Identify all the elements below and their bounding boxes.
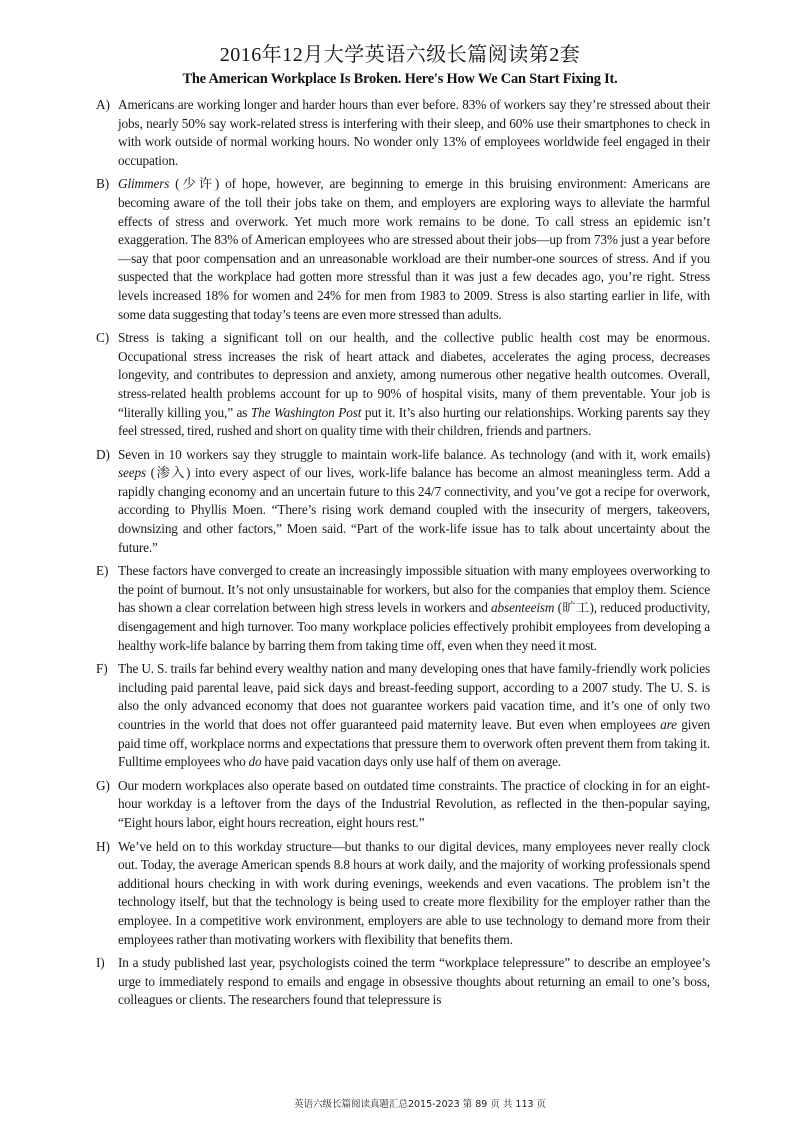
paragraph-label: D) (96, 446, 110, 462)
article-body (96, 96, 710, 1015)
italic-term: absenteeism (491, 600, 555, 616)
article-title: The American Workplace Is Broken. Here's How We Can Start Fixing It. (182, 71, 618, 87)
paragraph-label: B) (96, 176, 109, 192)
paragraph-text: put it. It’s also hurting our relationships. Working parents say they feel stressed, tired, rushed and short on quality time with their children, friends and partners. (118, 404, 710, 439)
paragraph-text: Seven in 10 workers say they struggle to maintain work-life balance. As technology (and with it, work emails) (118, 446, 710, 462)
italic-term: seeps (118, 465, 147, 481)
italic-term: do (248, 754, 262, 770)
paragraph-label: E) (96, 563, 109, 579)
paragraph-label: I) (96, 955, 105, 971)
paragraph-h (96, 838, 710, 950)
paragraph-text: Americans are working longer and harder hours than ever before. 83% of workers say they’re stressed about their jobs, nearly 50% say work-related stress is interfering with their sleep, and 60% use their smartphones to check in with work outside of normal working hours. No wonder only 13% of employees worldwide feel engaged in their occupation. (118, 97, 710, 168)
paragraph-d (96, 446, 710, 558)
italic-term: Glimmers (118, 176, 170, 192)
paragraph-b (96, 175, 710, 324)
paragraph-e (96, 562, 710, 655)
paragraph-label: A) (96, 97, 110, 112)
paragraph-text: We’ve held on to this workday structure—but thanks to our digital devices, many employees never really clock out. Today, the average American spends 8.8 hours at work daily, and the majority of working professionals spend additional hours checking in with work during evenings, weekends and even vacations. The problem isn’t the technology itself, but that the technology is being used to create more flexibility for the employer rather than the employee. In a competitive work environment, employers are able to use technology to demand more from their employees rather than motivating workers with flexibility that benefits them. (118, 838, 710, 947)
paragraph-label: G) (96, 777, 110, 793)
paragraph-label: F) (96, 661, 108, 677)
paragraph-text: (渗入) into every aspect of our lives, work-life balance has become an almost meaningless term. Add a rapidly changing economy and an uncertain future to this 24/7 connectivity, and you’ve got a recipe for overwork, according to Phyllis Moen. “There’s rising work demand coupled with the insecurity of mergers, takeovers, downsizing and other factors,” Moen said. “Part of the work-life issue has to talk about uncertainty about the future.” (118, 465, 710, 555)
paragraph-text: These factors have converged to create an increasingly impossible situation with many employees overworking to the point of burnout. It’s not only unsustainable for workers, but also for the companies that employ them. Science has shown a clear correlation between high stress levels in workers and (118, 563, 710, 616)
paragraph-text: Stress is taking a significant toll on our health, and the collective public health cost may be enormous. Occupational stress increases the risk of heart attack and diabetes, accelerates the aging process, decreases longevity, and contributes to depression and anxiety, among numerous other negative health outcomes. Overall, stress-related health problems account for up to 90% of hospital visits, many of them preventable. Your job is “literally killing you,” as (118, 330, 710, 420)
page-title: 2016年12月大学英语六级长篇阅读第2套 (219, 44, 581, 66)
paragraph-label: C) (96, 330, 109, 346)
italic-term: are (660, 717, 677, 732)
paragraph-i (96, 954, 710, 1010)
paragraph-text: (少许) of hope, however, are beginning to emerge in this bruising environment: Americans are becoming aware of the toll their jobs take on them, and employers are exploring ways to alleviate the harmful effects of stress and overwork. Yet much more work remains to be done. To call stress an epidemic isn’t exaggeration. The 83% of American employees who are stressed about their jobs—up from 73% just a year before—say that poor compensation and an unreasonable workload are their number-one sources of stress. And if you suspected that the workplace had gotten more stressful than it was just a few decades ago, you’re right. Stress levels increased 18% for women and 24% for men from 1983 to 2009. Stress is also starting earlier in life, with some data suggesting that today’s teens are even more stressed than adults. (118, 176, 710, 322)
paragraph-a (96, 96, 710, 170)
paragraph-label: H) (96, 838, 110, 854)
paragraph-g (96, 777, 710, 833)
paragraph-f (96, 660, 710, 772)
paragraph-text: In a study published last year, psychologists coined the term “workplace telepressure” to describe an employee’s urge to immediately respond to emails and engage in obsessive thoughts about returning an email to one’s boss, colleagues or clients. The researchers found that telepressure is (118, 955, 710, 1008)
italic-term: The Washington Post (250, 404, 362, 420)
paragraph-c (96, 329, 710, 441)
paragraph-text: given paid time off, workplace norms and expectations that pressure them to overwork often prevent them from taking it. Fulltime employees who (118, 717, 710, 770)
paragraph-text: (旷工), reduced productivity, disengagement and high turnover. Too many workplace policies effectively prohibit employees from developing a healthy work-life balance by barring them from taking time off, even when they need it most. (118, 600, 711, 653)
paragraph-text: Our modern workplaces also operate based on outdated time constraints. The practice of clocking in for an eight-hour workday is a leftover from the days of the Industrial Revolution, as reflected in the then-popular saying, “Eight hours labor, eight hours recreation, eight hours rest.” (118, 777, 710, 830)
paragraph-text: The U. S. trails far behind every wealthy nation and many developing ones that have family-friendly work policies including paid parental leave, paid sick days and breast-feeding support, according to a 2007 study. The U. S. is also the only advanced economy that does not guarantee workers paid vacation time, and it’s one of only two countries in the world that does not offer guaranteed paid maternity leave. But even when employees (118, 661, 710, 732)
page-footer: 英语六级长篇阅读真题汇总2015-2023 第 89 页 共 113 页 (293, 1099, 547, 1110)
paragraph-text: have paid vacation days only use half of them on average. (261, 754, 562, 770)
